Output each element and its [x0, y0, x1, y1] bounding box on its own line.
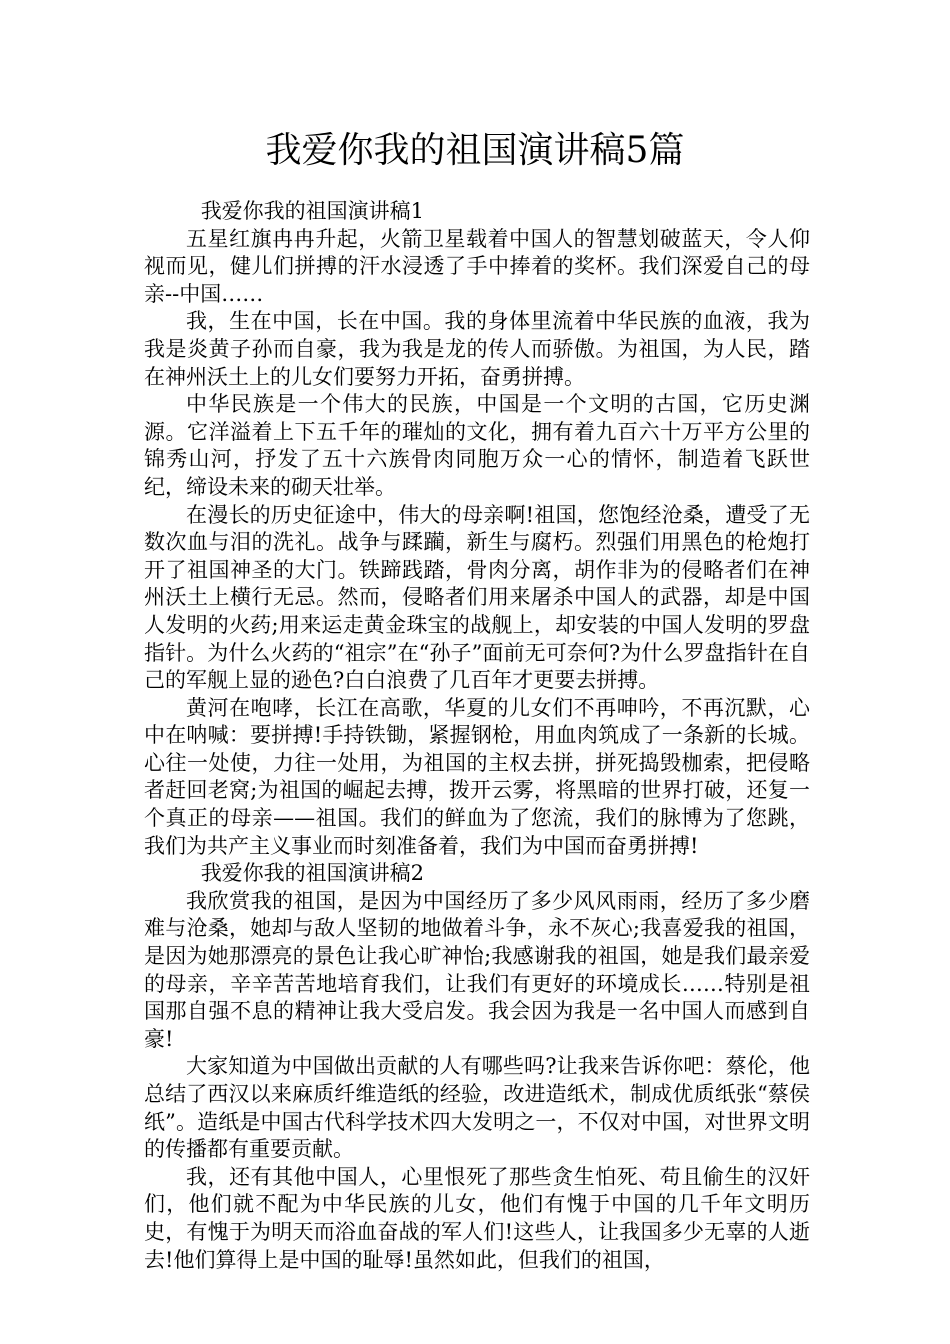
document-body [144, 198, 810, 1274]
paragraph: 五星红旗冉冉升起，火箭卫星载着中国人的智慧划破蓝天，令人仰视而见，健儿们拼搏的汗水浸透了手中捧着的奖杯。我们深爱自己的母亲--中国…… [144, 226, 810, 306]
paragraph: 黄河在咆哮，长江在高歌，华夏的儿女们不再呻吟，不再沉默，心中在呐喊：要拼搏!手持铁锄，紧握钢枪，用血肉筑成了一条新的长城。心往一处使，力往一处用，为祖国的主权去拼，拼死捣毁枷索，把侵略者赶回老窝;为祖国的崛起去搏，拨开云雾，将黑暗的世界打破，还复一个真正的母亲——祖国。我们的鲜血为了您流，我们的脉博为了您跳，我们为共产主义事业而时刻准备着，我们为中国而奋勇拼搏! [144, 695, 810, 858]
section-heading: 我爱你我的祖国演讲稿2 [200, 861, 425, 886]
paragraph: 我欣赏我的祖国，是因为中国经历了多少风风雨雨，经历了多少磨难与沧桑，她却与敌人坚韧的地做着斗争，永不灰心;我喜爱我的祖国，是因为她那漂亮的景色让我心旷神怡;我感谢我的祖国，她是我们最亲爱的母亲，辛辛苦苦地培育我们，让我们有更好的环境成长……特别是祖国那自强不息的精神让我大受启发。我会因为我是一名中国人而感到自豪! [144, 888, 810, 1051]
paragraph: 我，还有其他中国人，心里恨死了那些贪生怕死、苟且偷生的汉奸们，他们就不配为中华民族的儿女，他们有愧于中国的几千年文明历史，有愧于为明天而浴血奋战的军人们!这些人，让我国多少无辜的人逝去!他们算得上是中国的耻辱!虽然如此，但我们的祖国， [144, 1164, 810, 1272]
paragraph: 中华民族是一个伟大的民族，中国是一个文明的古国，它历史渊源。它洋溢着上下五千年的璀灿的文化，拥有着九百六十万平方公里的锦秀山河，抒发了五十六族骨肉同胞万众一心的情怀，制造着飞跃世纪，缔设未来的砌天壮举。 [144, 392, 810, 499]
document-title: 我爱你我的祖国演讲稿5篇 [265, 130, 685, 171]
paragraph: 大家知道为中国做出贡献的人有哪些吗?让我来告诉你吧：蔡伦，他总结了西汉以来麻质纤维造纸的经验，改进造纸术，制成优质纸张“蔡侯纸”。造纸是中国古代科学技术四大发明之一，不仅对中国，对世界文明的传播都有重要贡献。 [144, 1054, 810, 1162]
paragraph: 在漫长的历史征途中，伟大的母亲啊!祖国，您饱经沧桑，遭受了无数次血与泪的洗礼。战争与蹂躏，新生与腐朽。烈强们用黑色的枪炮打开了祖国神圣的大门。铁蹄践踏，骨肉分离，胡作非为的侵略者们在神州沃土上横行无忌。然而，侵略者们用来屠杀中国人的武器，却是中国人发明的火药;用来运走黄金珠宝的战舰上，却安装的中国人发明的罗盘指针。为什么火药的“祖宗”在“孙子”面前无可奈何?为什么罗盘指针在自己的军舰上显的逊色?白白浪费了几百年才更要去拼搏。 [144, 502, 810, 693]
paragraph: 我，生在中国，长在中国。我的身体里流着中华民族的血液，我为我是炎黄子孙而自豪，我为我是龙的传人而骄傲。为祖国，为人民，踏在神州沃土上的儿女们要努力开拓，奋勇拼搏。 [144, 309, 810, 389]
section-heading: 我爱你我的祖国演讲稿1 [200, 199, 425, 223]
